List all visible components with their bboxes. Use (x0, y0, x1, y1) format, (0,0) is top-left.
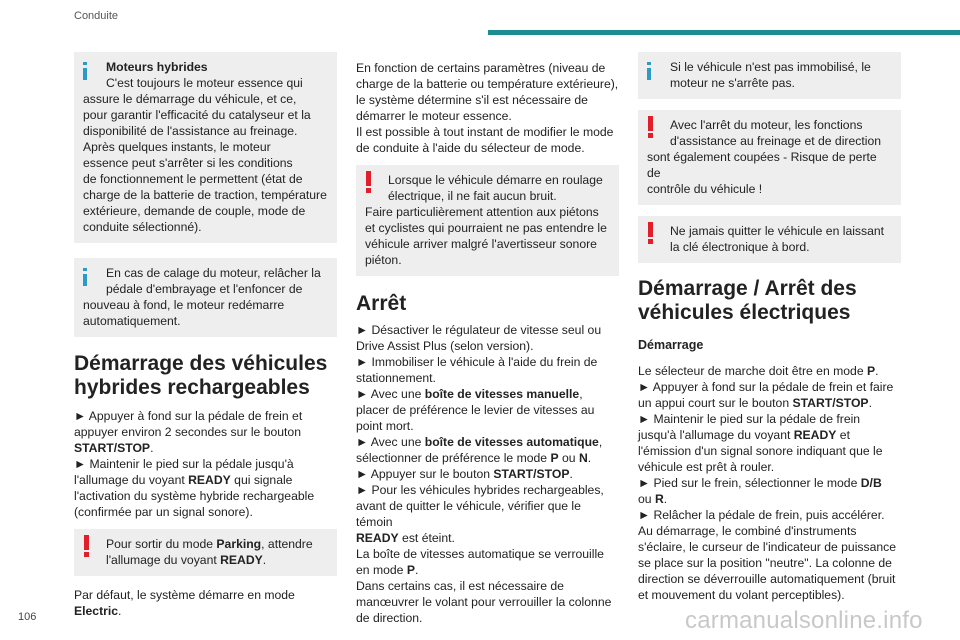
warning-icon (366, 171, 371, 193)
paragraph-line: ► Pour les véhicules hybrides rechargeables, (356, 483, 604, 497)
punctuation: . (414, 563, 419, 577)
bold-term: N (578, 451, 588, 465)
paragraph-line: Dans certains cas, il est nécessaire de (356, 579, 564, 593)
paragraph-line: se place sur la position "neutre". La colonne de (638, 556, 892, 570)
paragraph-line: ► Appuyer à fond sur la pédale de frein et (74, 409, 303, 423)
bold-term: Parking (216, 537, 262, 551)
paragraph-line: (confirmée par un signal sonore). (74, 505, 253, 519)
paragraph-line: charge de la batterie ou température extérieure), (356, 77, 619, 91)
bold-term: START/STOP (74, 441, 151, 455)
bold-term: P (406, 563, 415, 577)
info-box-line: conduite sélectionné). (83, 220, 202, 234)
warning-box-parking (74, 529, 337, 576)
paragraph-line: Au démarrage, le combiné d'instruments (638, 524, 857, 538)
paragraph-line: stationnement. (356, 371, 436, 385)
paragraph-line: s'éclaire, le curseur de l'indicateur de puissance (638, 540, 897, 554)
info-box-line: C'est toujours le moteur essence qui (106, 76, 303, 90)
section-heading: Démarrage des véhicules hybrides rechargeables (74, 352, 328, 399)
info-box-hybrid-engines (74, 52, 337, 243)
warning-line: contrôle du véhicule ! (647, 182, 763, 196)
bold-term: D/B (860, 476, 882, 490)
info-box-line: extérieure, demande de couple, mode de (83, 204, 306, 218)
paragraph-line: avant de quitter le véhicule, vérifier que le témoin (356, 499, 581, 529)
warning-box-assistance (638, 110, 901, 205)
bold-term: START/STOP (792, 396, 869, 410)
info-box-not-immobilized (638, 52, 901, 99)
paragraph-line: le système détermine s'il est nécessaire de (356, 93, 588, 107)
column-2 (356, 60, 619, 626)
bold-term: P (550, 451, 559, 465)
punctuation: . (118, 604, 122, 618)
warning-icon (648, 116, 653, 138)
paragraph-line: Drive Assist Plus (selon version). (356, 339, 534, 353)
warning-box-silent (356, 165, 619, 276)
section-heading: Démarrage / Arrêt des véhicules électriques (638, 277, 857, 324)
page-number: 106 (18, 611, 37, 623)
header-accent-bar (488, 30, 960, 35)
paragraph-line: placer de préférence le levier de vitesses au (356, 403, 595, 417)
info-box-line: essence peut s'arrêter si les conditions (83, 156, 293, 170)
punctuation: . (868, 396, 872, 410)
bold-term: READY (188, 473, 231, 487)
bold-term: boîte de vitesses automatique (424, 435, 599, 449)
paragraph-line: démarrer le moteur essence. (356, 109, 512, 123)
info-box-line: moteur ne s'arrête pas. (670, 76, 795, 90)
paragraph-line: véhicule est prêt à rouler. (638, 460, 775, 474)
bold-term: READY (356, 531, 399, 545)
bold-term: R (654, 492, 664, 506)
info-box-stall (74, 258, 337, 337)
info-icon (647, 62, 651, 80)
warning-line: et cyclistes qui pourraient ne pas entendre le (365, 221, 607, 235)
info-box-line: En cas de calage du moteur, relâcher la (106, 266, 321, 280)
info-box-line: assure le démarrage du véhicule, et ce, (83, 92, 297, 106)
paragraph-line: ► Appuyer à fond sur la pédale de frein et faire (638, 380, 894, 394)
punctuation: . (150, 441, 154, 455)
warning-line: la clé électronique à bord. (670, 240, 810, 254)
paragraph-line: manœuvrer le volant pour verrouiller la colonne (356, 595, 612, 609)
inline-text: qui signale (230, 473, 293, 487)
punctuation: . (262, 553, 267, 567)
warning-box-key (638, 216, 901, 263)
section-heading: Arrêt (356, 292, 407, 315)
inline-text: l'allumage du voyant (106, 553, 221, 567)
watermark[interactable]: carmanualsonline.info (685, 607, 923, 634)
paragraph-line: ► Désactiver le régulateur de vitesse seul ou (356, 323, 602, 337)
paragraph-line: Par défaut, le système démarre en mode (74, 588, 295, 602)
paragraph-line: direction se déverrouille automatiquement (bruit (638, 572, 896, 586)
punctuation: . (569, 467, 573, 481)
bold-term: Electric (74, 604, 119, 618)
bold-term: READY (793, 428, 837, 442)
paragraph-line: l'émission d'un signal sonore indiquant que le (638, 444, 883, 458)
header-section-title: Conduite (74, 10, 119, 22)
info-icon (83, 268, 87, 286)
column-3 (638, 52, 901, 603)
info-box-line: de fonctionnement le permettent (état de (83, 172, 303, 186)
punctuation: . (587, 451, 592, 465)
info-box-line: nouveau à fond, le moteur redémarre (83, 298, 285, 312)
paragraph-line: Il est possible à tout instant de modifier le mode (356, 125, 614, 139)
warning-icon (84, 535, 89, 557)
warning-line: véhicule arriver malgré l'avertisseur sonore (365, 237, 597, 251)
bold-term: READY (220, 553, 263, 567)
bold-term: boîte de vitesses manuelle (424, 387, 580, 401)
inline-text: Le sélecteur de marche doit être en mode (638, 364, 867, 378)
info-box-line: pédale d'embrayage et l'enfoncer de (106, 282, 303, 296)
warning-icon (648, 222, 653, 244)
warning-line: Faire particulièrement attention aux piétons (365, 205, 599, 219)
punctuation: , (579, 387, 583, 401)
warning-line: d'assistance au freinage et de direction (670, 134, 882, 148)
paragraph-line: et mouvement du volant perceptibles). (638, 588, 845, 602)
info-box-line: automatiquement. (83, 314, 181, 328)
info-box-line: Après quelques instants, le moteur (83, 140, 271, 154)
paragraph-line: ► Immobiliser le véhicule à l'aide du frein de (356, 355, 598, 369)
warning-line: sont également coupées - Risque de perte de (647, 150, 877, 180)
warning-line: Avec l'arrêt du moteur, les fonctions (670, 118, 863, 132)
info-box-line: Si le véhicule n'est pas immobilisé, le (670, 60, 871, 74)
paragraph-line: ► Relâcher la pédale de frein, puis accélérer. (638, 508, 885, 522)
inline-text: et (836, 428, 850, 442)
punctuation: . (875, 364, 879, 378)
warning-line: Lorsque le véhicule démarre en roulage (388, 173, 603, 187)
warning-line: piéton. (365, 253, 402, 267)
inline-text: ou (558, 451, 579, 465)
inline-text: jusqu'à l'allumage du voyant (638, 428, 794, 442)
punctuation: , (598, 435, 603, 449)
inline-text: Pour sortir du mode (106, 537, 217, 551)
paragraph-line: En fonction de certains paramètres (niveau de (356, 61, 606, 75)
inline-text: en mode (356, 563, 407, 577)
warning-line: Ne jamais quitter le véhicule en laissant (670, 224, 885, 238)
paragraph-line: l'activation du système hybride rechargeable (74, 489, 315, 503)
subsection-heading: Démarrage (638, 338, 704, 352)
inline-text: ► Appuyer sur le bouton (356, 467, 494, 481)
bold-term: P (867, 364, 876, 378)
inline-text: sélectionner de préférence le mode (356, 451, 551, 465)
warning-line: électrique, il ne fait aucun bruit. (388, 189, 557, 203)
inline-text: ► Avec une (356, 387, 425, 401)
paragraph-line: point mort. (356, 419, 414, 433)
inline-text: ► Pied sur le frein, sélectionner le mode (638, 476, 861, 490)
inline-text: un appui court sur le bouton (638, 396, 793, 410)
bold-term: START/STOP (493, 467, 570, 481)
paragraph-line: appuyer environ 2 secondes sur le bouton (74, 425, 301, 439)
info-box-line: disponibilité de l'assistance au freinage. (83, 124, 298, 138)
inline-text: l'allumage du voyant (74, 473, 189, 487)
paragraph-line: ► Maintenir le pied sur la pédale de frein (638, 412, 861, 426)
inline-text: est éteint. (398, 531, 455, 545)
info-icon (83, 62, 87, 80)
paragraph-line: La boîte de vitesses automatique se verrouille (356, 547, 604, 561)
info-box-line: charge de la batterie de traction, température (83, 188, 327, 202)
inline-text: ou (638, 492, 655, 506)
paragraph-line: de direction. (356, 611, 423, 625)
punctuation: . (663, 492, 668, 506)
paragraph-line: de conduite à l'aide du sélecteur de mode. (356, 141, 585, 155)
column-1 (74, 52, 337, 619)
inline-text: , attendre (261, 537, 313, 551)
info-box-line: pour garantir l'efficacité du catalyseur et la (83, 108, 311, 122)
inline-text: ► Avec une (356, 435, 425, 449)
paragraph-line: ► Maintenir le pied sur la pédale jusqu'à (74, 457, 294, 471)
info-box-title: Moteurs hybrides (106, 60, 208, 74)
